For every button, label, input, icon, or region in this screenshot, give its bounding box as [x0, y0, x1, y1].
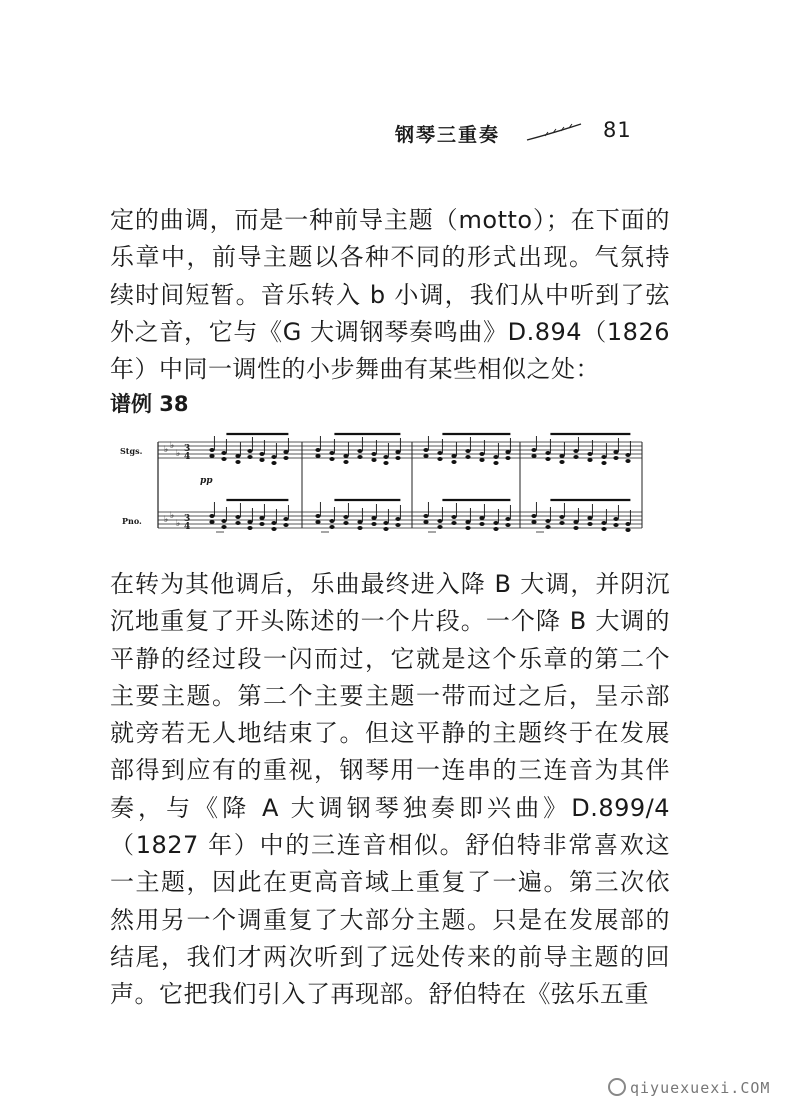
- note-head: [423, 520, 428, 524]
- note-head: [559, 454, 564, 458]
- music-notation: [120, 428, 650, 540]
- note-head: [383, 455, 388, 459]
- strings-staff-label: Stgs.: [120, 446, 143, 456]
- note-head: [371, 522, 376, 526]
- note-head: [559, 521, 564, 525]
- note-head: [315, 514, 320, 518]
- note-head: [587, 452, 592, 456]
- note-head: [271, 455, 276, 459]
- note-head: [329, 457, 334, 461]
- note-head: [531, 454, 536, 458]
- note-head: [625, 459, 630, 463]
- note-head: [383, 527, 388, 531]
- body-paragraph-1: 定的曲调，而是一种前导主题（motto）；在下面的乐章中，前导主题以各种不同的形式出现。气氛持续时间短暂。音乐转入 b 小调，我们从中听到了弦外之音，它与《G 大调钢琴奏鸣曲》D.894（1826 年）中同一调性的小步舞曲有某些相似之处：: [110, 206, 670, 384]
- note-head: [259, 452, 264, 456]
- note-head: [573, 520, 578, 524]
- note-head: [395, 517, 400, 521]
- note-head: [259, 458, 264, 462]
- note-head: [493, 461, 498, 465]
- note-head: [423, 514, 428, 518]
- note-head: [493, 527, 498, 531]
- note-head: [531, 514, 536, 518]
- note-head: [247, 526, 252, 530]
- note-head: [625, 528, 630, 532]
- note-head: [283, 456, 288, 460]
- note-head: [437, 451, 442, 455]
- note-head: [221, 519, 226, 523]
- note-head: [613, 456, 618, 460]
- note-head: [209, 454, 214, 458]
- note-head: [235, 515, 240, 519]
- music-example-label: 谱例 38: [110, 392, 189, 416]
- header-ornament-icon: [525, 122, 585, 142]
- note-head: [271, 461, 276, 465]
- note-head: [531, 520, 536, 524]
- note-head: [357, 449, 362, 453]
- chapter-title: 钢琴三重奏: [395, 124, 501, 146]
- note-head: [357, 526, 362, 530]
- flat-sign: ♭: [176, 519, 181, 529]
- note-head: [601, 527, 606, 531]
- music-score: [120, 428, 650, 540]
- note-head: [465, 520, 470, 524]
- note-head: [423, 448, 428, 452]
- note-head: [545, 451, 550, 455]
- note-head: [209, 514, 214, 518]
- time-signature: 4: [184, 452, 191, 462]
- flat-sign: ♭: [170, 511, 175, 521]
- note-head: [451, 521, 456, 525]
- time-signature: 3: [184, 444, 191, 454]
- note-head: [247, 520, 252, 524]
- note-head: [559, 515, 564, 519]
- note-head: [395, 456, 400, 460]
- watermark: [608, 1078, 770, 1097]
- note-head: [423, 454, 428, 458]
- note-head: [235, 454, 240, 458]
- note-head: [613, 523, 618, 527]
- note-head: [221, 525, 226, 529]
- note-head: [545, 457, 550, 461]
- note-head: [493, 521, 498, 525]
- note-head: [437, 525, 442, 529]
- note-head: [259, 516, 264, 520]
- note-head: [573, 526, 578, 530]
- note-head: [613, 517, 618, 521]
- note-head: [209, 448, 214, 452]
- note-head: [451, 454, 456, 458]
- note-head: [587, 522, 592, 526]
- note-head: [601, 521, 606, 525]
- note-head: [315, 520, 320, 524]
- note-head: [247, 455, 252, 459]
- note-head: [283, 450, 288, 454]
- note-head: [573, 449, 578, 453]
- flat-sign: ♭: [164, 445, 169, 455]
- note-head: [479, 452, 484, 456]
- note-head: [343, 515, 348, 519]
- time-signature: 4: [184, 522, 191, 532]
- note-head: [437, 519, 442, 523]
- time-signature: 3: [184, 514, 191, 524]
- note-head: [235, 521, 240, 525]
- dynamic-marking: pp: [200, 476, 213, 486]
- note-head: [383, 461, 388, 465]
- note-head: [383, 521, 388, 525]
- note-head: [371, 516, 376, 520]
- note-head: [329, 451, 334, 455]
- note-head: [573, 455, 578, 459]
- note-head: [465, 455, 470, 459]
- note-head: [371, 458, 376, 462]
- note-head: [371, 452, 376, 456]
- note-head: [479, 458, 484, 462]
- note-head: [479, 522, 484, 526]
- note-head: [395, 450, 400, 454]
- note-head: [283, 523, 288, 527]
- note-head: [493, 455, 498, 459]
- note-head: [329, 525, 334, 529]
- note-head: [505, 517, 510, 521]
- note-head: [271, 527, 276, 531]
- note-head: [545, 525, 550, 529]
- note-head: [259, 522, 264, 526]
- note-head: [357, 455, 362, 459]
- watermark-logo-icon: [608, 1078, 626, 1096]
- note-head: [329, 519, 334, 523]
- note-head: [221, 457, 226, 461]
- note-head: [343, 521, 348, 525]
- note-head: [395, 523, 400, 527]
- note-head: [625, 522, 630, 526]
- note-head: [587, 516, 592, 520]
- note-head: [505, 450, 510, 454]
- note-head: [625, 453, 630, 457]
- page-number: 81: [603, 118, 632, 142]
- note-head: [613, 450, 618, 454]
- note-head: [465, 449, 470, 453]
- note-head: [451, 460, 456, 464]
- note-head: [247, 449, 252, 453]
- note-head: [343, 460, 348, 464]
- note-head: [451, 515, 456, 519]
- flat-sign: ♭: [164, 515, 169, 525]
- note-head: [209, 520, 214, 524]
- body-paragraph-2: 在转为其他调后，乐曲最终进入降 B 大调，并阴沉沉地重复了开头陈述的一个片段。一个降 B 大调的平静的经过段一闪而过，它就是这个乐章的第二个主要主题。第二个主要主题一带而过之后，呈示部就旁若无人地结束了。但这平静的主题终于在发展部得到应有的重视，钢琴用一连串的三连音为其伴奏，与《降 A 大调钢琴独奏即兴曲》D.899/4（1827 年）中的三连音相似。舒伯特非常喜欢这一主题，因此在更高音域上重复了一遍。第三次依然用另一个调重复了大部分主题。只是在发展部的结尾，我们才两次听到了远处传来的前导主题的回声。它把我们引入了再现部。舒伯特在《弦乐五重: [110, 570, 670, 1009]
- note-head: [587, 458, 592, 462]
- note-head: [315, 454, 320, 458]
- note-head: [465, 526, 470, 530]
- note-head: [283, 517, 288, 521]
- note-head: [545, 519, 550, 523]
- note-head: [343, 454, 348, 458]
- note-head: [357, 520, 362, 524]
- note-head: [559, 460, 564, 464]
- piano-staff-label: Pno.: [122, 516, 142, 526]
- note-head: [221, 451, 226, 455]
- flat-sign: ♭: [170, 441, 175, 451]
- watermark-text: qiyuexuexi.COM: [630, 1079, 771, 1097]
- note-head: [235, 460, 240, 464]
- note-head: [479, 516, 484, 520]
- note-head: [505, 523, 510, 527]
- note-head: [601, 455, 606, 459]
- note-head: [437, 457, 442, 461]
- flat-sign: ♭: [176, 449, 181, 459]
- note-head: [531, 448, 536, 452]
- note-head: [315, 448, 320, 452]
- note-head: [601, 461, 606, 465]
- note-head: [271, 521, 276, 525]
- note-head: [505, 456, 510, 460]
- running-header: [395, 118, 635, 148]
